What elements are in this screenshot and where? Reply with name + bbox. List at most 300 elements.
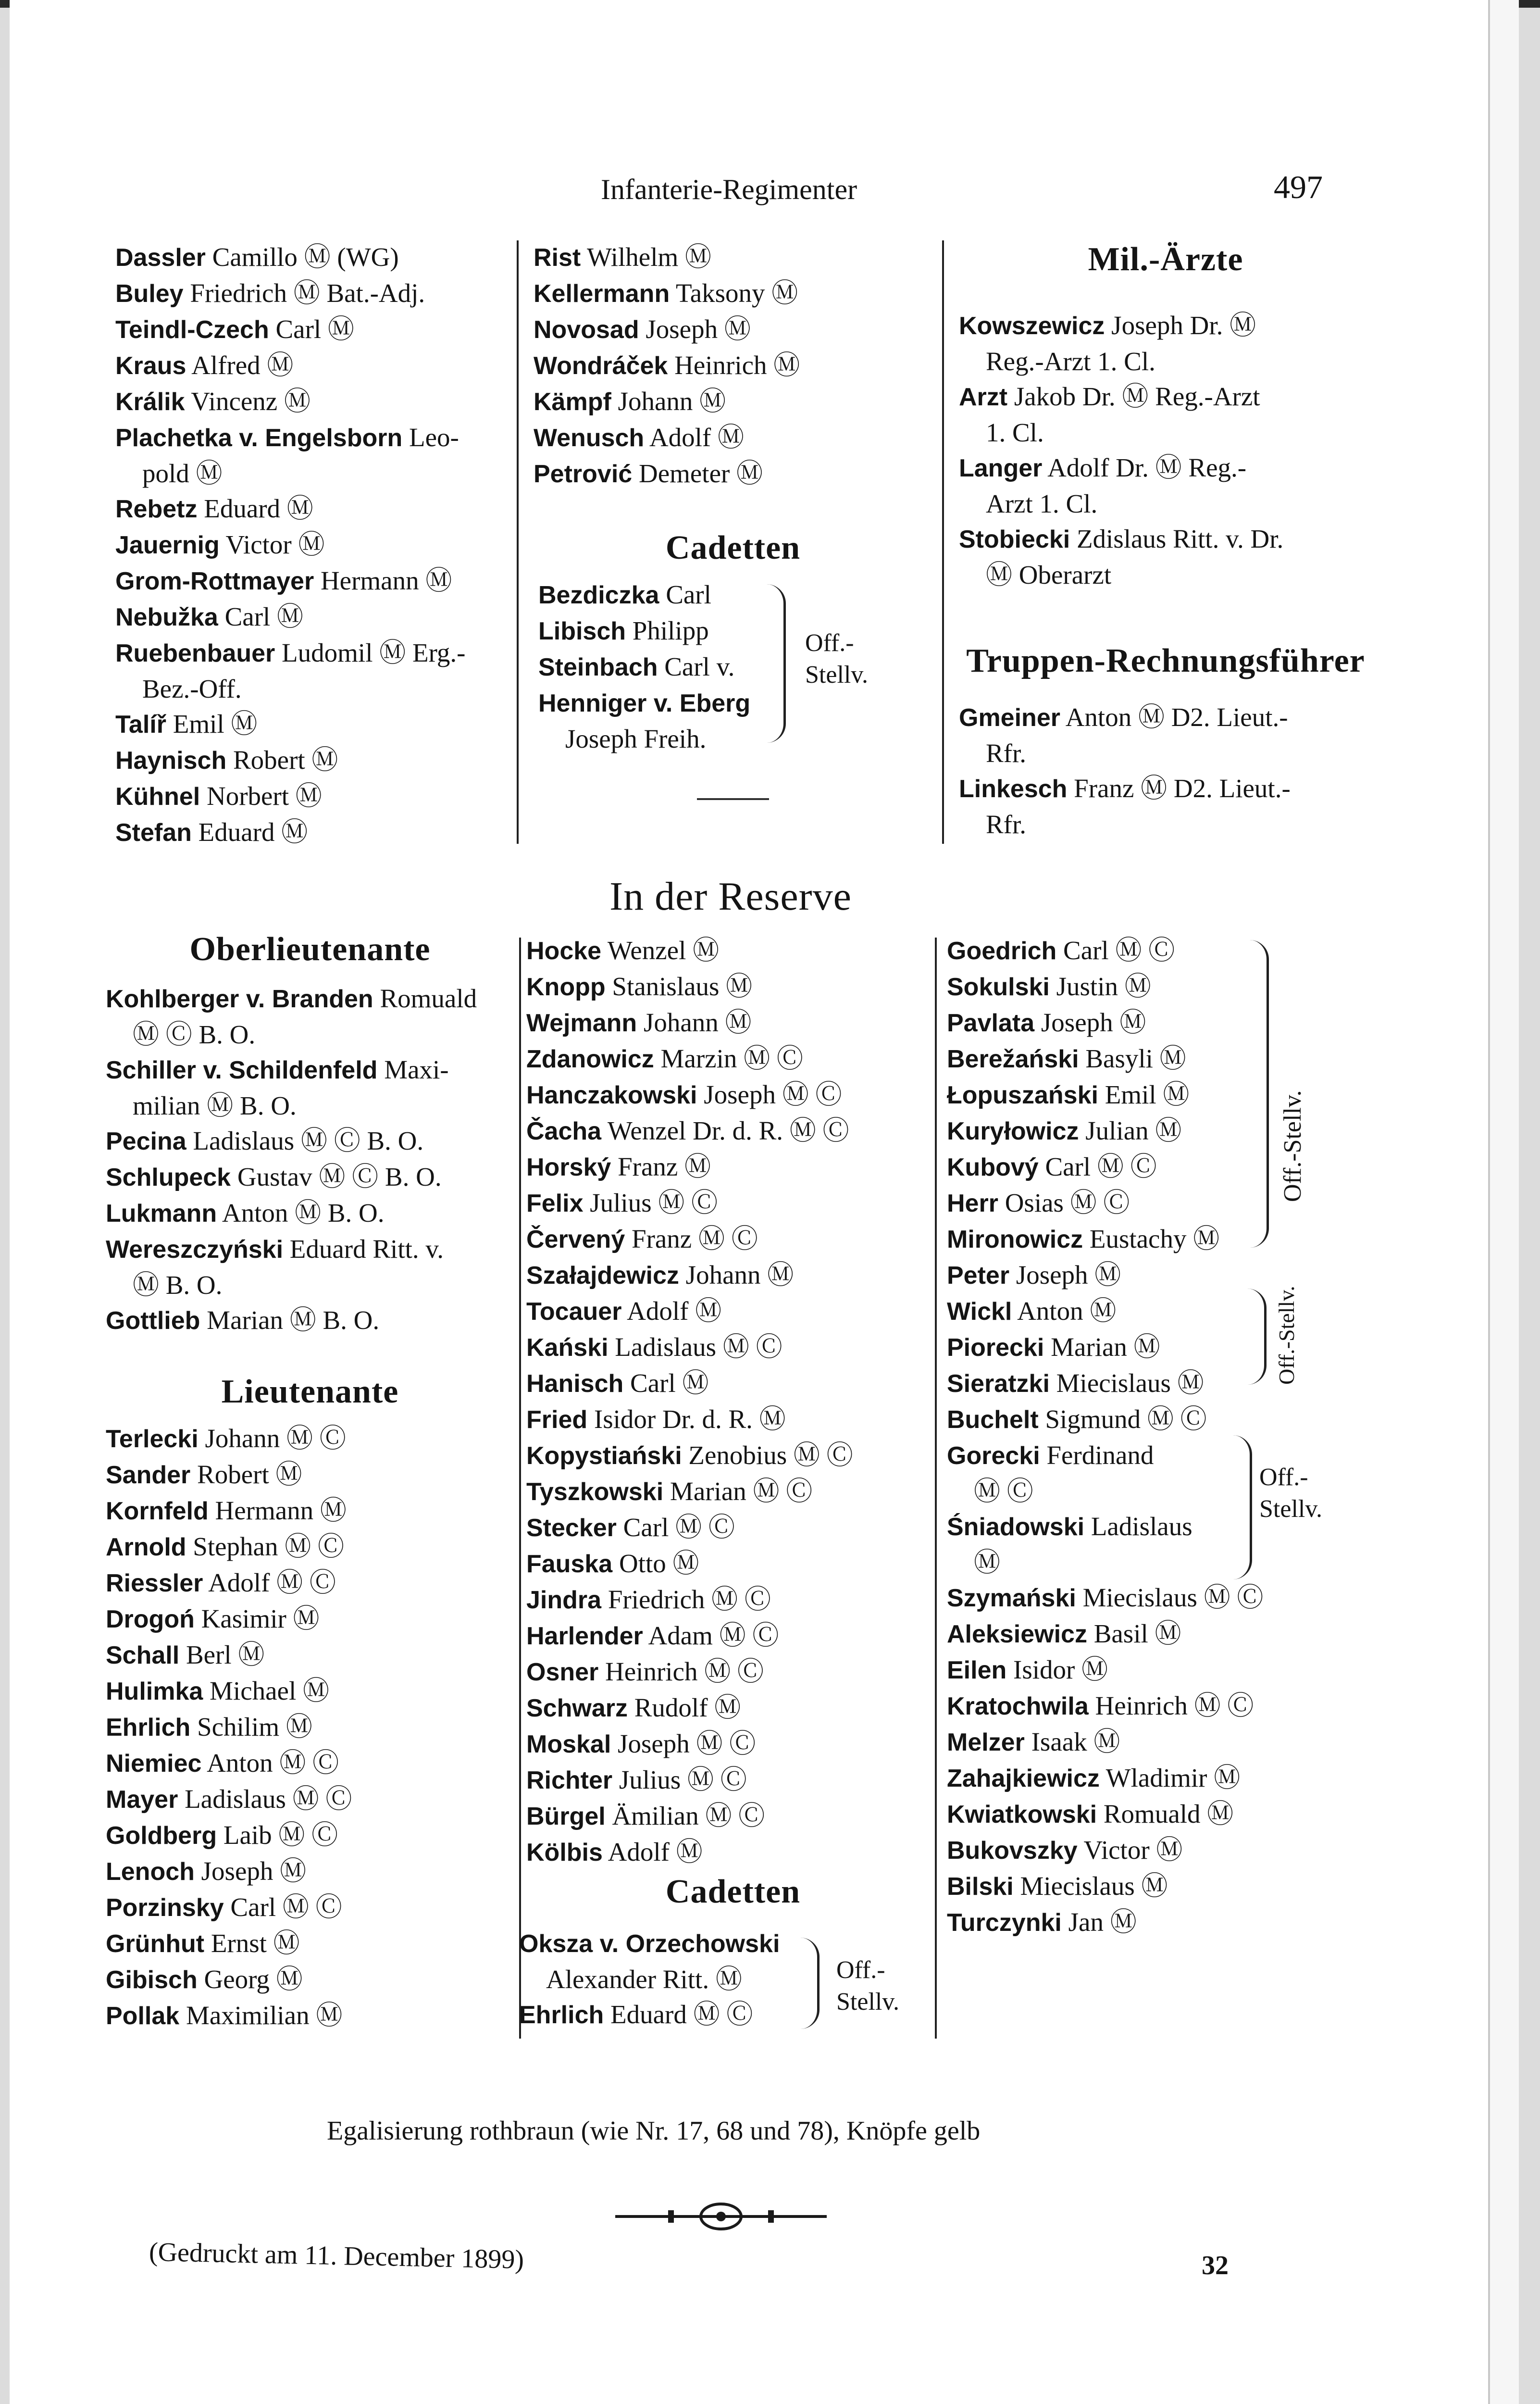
list-entry <box>115 706 509 742</box>
entry-detail: Ⓜ <box>974 1548 1001 1577</box>
entry-detail: Adolf Dr. Ⓜ Reg.- <box>1042 453 1247 482</box>
list-entry <box>106 1421 519 1457</box>
surname: Kuryłowicz <box>947 1117 1079 1145</box>
list-entry <box>947 1545 1322 1580</box>
surname: Tyszkowski <box>526 1478 664 1506</box>
list-entry <box>526 1438 940 1474</box>
entry-detail: Ladislaus <box>1084 1512 1192 1541</box>
surname: Sokulski <box>947 973 1050 1001</box>
entry-detail: Romuald Ⓜ <box>1097 1799 1234 1828</box>
entry-detail: Miecislaus Ⓜ Ⓒ <box>1076 1583 1264 1612</box>
entry-detail: Hermann Ⓜ <box>314 566 452 595</box>
list-entry <box>947 1402 1322 1438</box>
entry-detail: Joseph Ⓜ Ⓒ <box>611 1729 756 1758</box>
entry-detail: Maximilian Ⓜ <box>179 2001 343 2030</box>
list-entry <box>959 379 1382 415</box>
list-entry <box>526 1834 940 1870</box>
surname: Łopuszański <box>947 1081 1098 1109</box>
entry-detail: Julius Ⓜ Ⓒ <box>612 1765 747 1794</box>
list-entry <box>526 1041 940 1077</box>
entry-detail: Isidor Dr. d. R. Ⓜ <box>587 1404 786 1434</box>
list-entry <box>526 1762 940 1798</box>
entry-detail: Michael Ⓜ <box>203 1676 329 1705</box>
entry-detail: Taksony Ⓜ <box>670 278 798 308</box>
entry-detail: Franz Ⓜ <box>611 1152 711 1181</box>
surname: Sander <box>106 1461 191 1489</box>
entry-detail: Ⓜ Oberarzt <box>986 560 1112 589</box>
list-entry <box>947 1796 1322 1832</box>
list-entry <box>526 1365 940 1402</box>
list-entry <box>526 1618 940 1654</box>
off-stellv-label: Off.- Stellv. <box>1259 1464 1322 1523</box>
list-entry <box>106 1962 519 1998</box>
list-entry <box>959 415 1382 450</box>
entry-detail: Demeter Ⓜ <box>632 459 763 488</box>
surname: Buchelt <box>947 1406 1039 1434</box>
surname: Eilen <box>947 1656 1007 1684</box>
list-entry <box>106 1926 519 1962</box>
surname: Schall <box>106 1641 180 1669</box>
entry-detail: Franz Ⓜ D2. Lieut.- <box>1067 774 1291 803</box>
entry-detail: Marian Ⓜ Ⓒ <box>663 1477 813 1506</box>
entry-detail: Camillo Ⓜ (WG) <box>205 242 399 272</box>
oberlieutenante-list <box>106 981 519 1339</box>
list-entry <box>106 1195 519 1231</box>
entry-detail: Kasimir Ⓜ <box>194 1604 320 1633</box>
list-entry <box>526 1077 940 1113</box>
surname: Fried <box>526 1406 588 1434</box>
surname: Niemiec <box>106 1750 202 1778</box>
surname: Knopp <box>526 973 606 1001</box>
surname: Jauernig <box>115 531 220 559</box>
entry-detail: Heinrich Ⓜ Ⓒ <box>1088 1691 1254 1720</box>
surname: Gorecki <box>947 1442 1040 1470</box>
list-entry <box>526 1690 940 1726</box>
entry-detail: Marzin Ⓜ Ⓒ <box>654 1044 803 1073</box>
list-entry <box>106 1565 519 1601</box>
bracket <box>1238 940 1269 1248</box>
entry-detail: Johann Ⓜ <box>637 1008 752 1037</box>
list-entry <box>115 671 509 706</box>
entry-detail: Anton Ⓜ Ⓒ <box>201 1748 339 1778</box>
list-entry <box>534 384 932 420</box>
off-stellv-label: Off.- Stellv. <box>836 1956 899 2016</box>
surname: Schlupeck <box>106 1164 231 1191</box>
entry-detail: Carl v. <box>658 652 735 681</box>
entry-detail: pold Ⓜ <box>142 459 223 488</box>
list-entry <box>526 1474 940 1510</box>
entry-detail: Victor Ⓜ <box>1077 1835 1183 1865</box>
page-edge <box>1488 0 1519 2404</box>
surname: Pollak <box>106 2002 180 2030</box>
surname: Drogoń <box>106 1605 195 1633</box>
surname: Čacha <box>526 1117 602 1145</box>
list-entry <box>106 1052 519 1088</box>
column-2-list <box>534 239 932 492</box>
ornament-icon <box>615 2200 827 2233</box>
list-entry <box>947 1760 1322 1796</box>
entry-detail: Berl Ⓜ <box>179 1640 265 1669</box>
column-divider <box>519 938 521 2039</box>
entry-detail: Leo- <box>402 423 459 452</box>
entry-detail: Miecislaus Ⓜ <box>1013 1871 1168 1901</box>
surname: Wejmann <box>526 1009 637 1037</box>
list-entry <box>947 1257 1322 1293</box>
surname: Wondráček <box>534 352 668 380</box>
surname: Kraus <box>115 352 186 380</box>
surname: Hanczakowski <box>526 1081 697 1109</box>
surname: Gottlieb <box>106 1307 200 1335</box>
bracket <box>759 584 786 743</box>
list-entry <box>947 1832 1322 1868</box>
surname: Herr <box>947 1189 998 1217</box>
entry-detail: Rudolf Ⓜ <box>627 1693 741 1722</box>
surname: Oksza v. Orzechowski <box>519 1930 780 1958</box>
off-stellv-label: Off.- Stellv. <box>805 629 868 689</box>
entry-detail: Alexander Ritt. Ⓜ <box>546 1965 742 1994</box>
list-entry <box>115 275 509 312</box>
bracket <box>798 1938 820 2029</box>
surname: Stefan <box>115 819 192 847</box>
surname: Schwarz <box>526 1694 628 1722</box>
entry-detail: Carl Ⓜ Ⓒ <box>224 1892 342 1922</box>
surname: Dassler <box>115 244 206 272</box>
list-entry <box>115 456 509 491</box>
surname: Linkesch <box>959 775 1068 803</box>
entry-detail: Anton Ⓜ <box>1012 1296 1117 1326</box>
surname: Rist <box>534 244 581 272</box>
list-entry <box>538 721 798 756</box>
entry-detail: Franz Ⓜ Ⓒ <box>625 1224 758 1253</box>
entry-detail: Julius Ⓜ Ⓒ <box>583 1188 718 1217</box>
entry-detail: Marian Ⓜ <box>1044 1332 1160 1362</box>
entry-detail: 1. Cl. <box>986 418 1044 447</box>
list-entry <box>959 486 1382 521</box>
list-entry <box>106 981 519 1017</box>
list-entry <box>526 1726 940 1762</box>
list-entry <box>106 1817 519 1853</box>
surname: Kellermann <box>534 280 670 308</box>
entry-detail: Carl <box>659 580 711 609</box>
list-entry <box>534 420 932 456</box>
entry-detail: Joseph Ⓜ <box>194 1856 307 1886</box>
lieutenante-list <box>106 1421 519 2034</box>
surname: Kubový <box>947 1153 1039 1181</box>
entry-detail: Laib Ⓜ Ⓒ <box>217 1820 338 1850</box>
entry-detail: Justin Ⓜ <box>1049 972 1151 1001</box>
list-entry <box>115 599 509 635</box>
section-title: Infanterie-Regimenter <box>601 174 857 205</box>
list-entry <box>519 1926 827 1962</box>
list-entry <box>959 344 1382 379</box>
entry-detail: Schilim Ⓜ <box>190 1712 312 1741</box>
surname: Szałajdewicz <box>526 1262 679 1290</box>
surname: Gmeiner <box>959 704 1060 732</box>
surname: Goedrich <box>947 937 1057 965</box>
list-entry <box>106 1017 519 1052</box>
list-entry <box>959 521 1382 557</box>
page-number: 497 <box>1274 169 1323 205</box>
surname: Kwiatkowski <box>947 1801 1097 1828</box>
list-entry <box>106 1529 519 1565</box>
list-entry <box>115 348 509 384</box>
surname: Osner <box>526 1658 599 1686</box>
surname: Červený <box>526 1226 625 1253</box>
list-entry <box>538 577 798 613</box>
entry-detail: Zenobius Ⓜ Ⓒ <box>682 1440 853 1470</box>
entry-detail: Friedrich Ⓜ Bat.-Adj. <box>183 278 425 308</box>
surname: Pavlata <box>947 1009 1035 1037</box>
list-entry <box>947 1688 1322 1724</box>
list-entry <box>526 1654 940 1690</box>
list-entry <box>534 312 932 348</box>
oberlieutenante-title: Oberlieutenante <box>189 931 431 968</box>
entry-detail: Jan Ⓜ <box>1061 1907 1137 1937</box>
entry-detail: Carl Ⓜ <box>269 314 354 344</box>
entry-detail: Carl Ⓜ Ⓒ <box>1056 936 1175 965</box>
off-stellv-vertical-label: Off.-Stellv. <box>1274 1286 1299 1385</box>
column-1-list <box>115 239 509 851</box>
list-entry <box>106 1088 519 1123</box>
list-entry <box>106 1159 519 1195</box>
list-entry <box>959 450 1382 486</box>
surname: Pecina <box>106 1127 186 1155</box>
entry-detail: Georg Ⓜ <box>197 1965 303 1994</box>
list-entry <box>519 1997 827 2033</box>
surname: Bürgel <box>526 1803 606 1830</box>
entry-detail: Miecislaus Ⓜ <box>1049 1368 1204 1398</box>
entry-detail: Joseph Dr. Ⓜ <box>1105 311 1256 340</box>
column-divider <box>942 240 944 844</box>
entry-detail: Ämilian Ⓜ Ⓒ <box>605 1801 765 1830</box>
surname: Śniadowski <box>947 1513 1085 1541</box>
signature-mark: 32 <box>1202 2251 1229 2280</box>
surname: Teindl-Czech <box>115 316 269 344</box>
entry-detail: Friedrich Ⓜ Ⓒ <box>601 1585 771 1614</box>
entry-detail: Eustachy Ⓜ <box>1083 1224 1220 1253</box>
entry-detail: Ladislaus Ⓜ Ⓒ <box>608 1332 782 1362</box>
surname: Riessler <box>106 1569 203 1597</box>
entry-detail: Ludomil Ⓜ Erg.- <box>275 638 466 667</box>
entry-detail: Victor Ⓜ <box>219 530 325 559</box>
surname: Henniger v. Eberg <box>538 689 751 717</box>
list-entry <box>947 1616 1322 1652</box>
list-entry <box>526 1257 940 1293</box>
entry-detail: Eduard Ⓜ <box>191 817 308 847</box>
list-entry <box>526 1798 940 1834</box>
entry-detail: Stanislaus Ⓜ <box>605 972 753 1001</box>
entry-detail: milian Ⓜ B. O. <box>133 1091 297 1120</box>
surname: Kopystiański <box>526 1442 682 1470</box>
surname: Schiller v. Schildenfeld <box>106 1056 378 1084</box>
surname: Hocke <box>526 937 602 965</box>
entry-detail: Adolf Ⓜ <box>644 423 744 452</box>
separator-rule <box>697 798 769 800</box>
entry-detail: Stephan Ⓜ Ⓒ <box>186 1532 344 1561</box>
list-entry <box>959 308 1382 344</box>
surname: Arzt <box>959 383 1008 411</box>
column-divider <box>935 938 937 2039</box>
surname: Kohlberger v. Branden <box>106 985 373 1013</box>
entry-detail: Norbert Ⓜ <box>200 781 322 811</box>
entry-detail: Maxi- <box>377 1055 449 1084</box>
list-entry <box>526 1221 940 1257</box>
list-entry <box>115 312 509 348</box>
surname: Harlender <box>526 1622 643 1650</box>
document-page <box>10 0 1519 2404</box>
list-entry <box>534 275 932 312</box>
entry-detail: Rfr. <box>986 739 1027 768</box>
bracket <box>1230 1435 1252 1579</box>
list-entry <box>947 1580 1322 1616</box>
list-entry <box>534 456 932 492</box>
entry-detail: Robert Ⓜ <box>226 745 338 775</box>
entry-detail: Osias Ⓜ Ⓒ <box>998 1188 1130 1217</box>
surname: Goldberg <box>106 1822 217 1850</box>
surname: Ehrlich <box>106 1714 191 1741</box>
entry-detail: Vincenz Ⓜ <box>185 387 310 416</box>
list-entry <box>959 557 1382 592</box>
list-entry <box>526 1329 940 1365</box>
surname: Kühnel <box>115 783 200 811</box>
surname: Langer <box>959 454 1043 482</box>
entry-detail: Ernst Ⓜ <box>204 1928 300 1958</box>
off-stellv-vertical-label: Off.-Stellv. <box>1279 1090 1306 1202</box>
truppen-title: Truppen-Rechnungsführer <box>966 642 1365 679</box>
entry-detail: Jakob Dr. Ⓜ Reg.-Arzt <box>1007 382 1260 411</box>
surname: Bezdiczka <box>538 581 659 609</box>
entry-detail: Johann Ⓜ Ⓒ <box>198 1424 346 1453</box>
entry-detail: Philipp <box>626 616 709 645</box>
bracket <box>1240 1289 1267 1385</box>
truppen-list <box>959 700 1382 842</box>
list-entry <box>959 736 1382 771</box>
surname: Mayer <box>106 1786 178 1814</box>
surname: Lenoch <box>106 1858 195 1886</box>
entry-detail: Ⓜ Ⓒ B. O. <box>133 1020 256 1049</box>
list-entry <box>526 1546 940 1582</box>
surname: Jindra <box>526 1586 602 1614</box>
entry-detail: Heinrich Ⓜ Ⓒ <box>598 1657 764 1686</box>
entry-detail: Wenzel Ⓜ <box>601 936 720 965</box>
entry-detail: Johann Ⓜ <box>679 1260 794 1290</box>
list-entry <box>526 1293 940 1329</box>
surname: Berežański <box>947 1045 1079 1073</box>
surname: Novosad <box>534 316 639 344</box>
entry-detail: Sigmund Ⓜ Ⓒ <box>1038 1404 1207 1434</box>
list-entry <box>106 1781 519 1817</box>
list-entry <box>106 1709 519 1745</box>
cadetten-title-1: Cadetten <box>665 529 801 566</box>
list-entry <box>538 613 798 649</box>
list-entry <box>526 1510 940 1546</box>
list-entry <box>115 778 509 814</box>
surname: Horský <box>526 1153 611 1181</box>
surname: Bukovszky <box>947 1837 1078 1865</box>
entry-detail: Adam Ⓜ Ⓒ <box>643 1621 779 1650</box>
list-entry <box>947 1904 1322 1941</box>
reserve-title: In der Reserve <box>609 874 852 919</box>
entry-detail: Joseph Ⓜ <box>1009 1260 1121 1290</box>
surname: Kowszewicz <box>959 312 1105 340</box>
list-entry <box>106 1890 519 1926</box>
printed-date: (Gedruckt am 11. December 1899) <box>149 2237 524 2275</box>
entry-detail: Eduard Ⓜ <box>197 494 313 523</box>
entry-detail: Emil Ⓜ <box>1098 1080 1190 1109</box>
entry-detail: Carl Ⓜ Ⓒ <box>1038 1152 1157 1181</box>
entry-detail: Gustav Ⓜ Ⓒ B. O. <box>231 1162 442 1191</box>
surname: Talíř <box>115 711 166 739</box>
list-entry <box>115 384 509 420</box>
surname: Ruebenbauer <box>115 639 275 667</box>
list-entry <box>106 1853 519 1890</box>
list-entry <box>526 1582 940 1618</box>
entry-detail: Anton Ⓜ D2. Lieut.- <box>1060 702 1288 732</box>
surname: Szymański <box>947 1584 1076 1612</box>
list-entry <box>106 1302 519 1339</box>
list-entry <box>106 1601 519 1637</box>
surname: Hulimka <box>106 1678 203 1705</box>
list-entry <box>106 1745 519 1781</box>
surname: Wickl <box>947 1298 1012 1326</box>
entry-detail: Emil Ⓜ <box>166 709 258 739</box>
entry-detail: Ⓜ B. O. <box>133 1270 223 1300</box>
list-entry <box>526 933 940 969</box>
surname: Wereszczyński <box>106 1236 284 1264</box>
entry-detail: Adolf Ⓜ <box>602 1837 703 1866</box>
entry-detail: Joseph Ⓜ Ⓒ <box>697 1080 842 1109</box>
list-entry <box>106 1231 519 1267</box>
surname: Turczynki <box>947 1909 1062 1937</box>
entry-detail: Joseph Ⓜ <box>1034 1008 1146 1037</box>
surname: Stobiecki <box>959 526 1070 553</box>
surname: Fauska <box>526 1550 613 1578</box>
list-entry <box>947 1652 1322 1688</box>
surname: Grom-Rottmayer <box>115 567 314 595</box>
entry-detail: Eduard Ⓜ Ⓒ <box>604 2000 753 2029</box>
list-entry <box>115 527 509 563</box>
list-entry <box>106 1267 519 1302</box>
list-entry <box>106 1637 519 1673</box>
entry-detail: Alfred Ⓜ <box>186 351 294 380</box>
entry-detail: Ladislaus Ⓜ Ⓒ <box>178 1784 352 1814</box>
surname: Zahajkiewicz <box>947 1765 1100 1792</box>
surname: Porzinsky <box>106 1894 224 1922</box>
lieutenante-title: Lieutenante <box>221 1373 399 1410</box>
entry-detail: Isidor Ⓜ <box>1006 1655 1108 1684</box>
entry-detail: Johann Ⓜ <box>611 387 726 416</box>
list-entry <box>115 742 509 778</box>
entry-detail: Wladimir Ⓜ <box>1099 1763 1241 1792</box>
surname: Kański <box>526 1334 609 1362</box>
entry-detail: Joseph Ⓜ <box>639 314 751 344</box>
reserve-column-2-list <box>526 933 940 1870</box>
entry-detail: Wilhelm Ⓜ <box>581 242 712 272</box>
entry-detail: Arzt 1. Cl. <box>986 489 1098 518</box>
mil-aerzte-list <box>959 308 1382 592</box>
surname: Gibisch <box>106 1966 198 1994</box>
surname: Piorecki <box>947 1334 1044 1362</box>
cadetten-list-1 <box>538 577 798 756</box>
surname: Petrović <box>534 460 633 488</box>
surname: Sieratzki <box>947 1370 1050 1398</box>
list-entry <box>106 1457 519 1493</box>
entry-detail: Isaak Ⓜ <box>1024 1727 1120 1756</box>
entry-detail: Anton Ⓜ B. O. <box>217 1198 385 1227</box>
list-entry <box>526 1113 940 1149</box>
entry-detail: Adolf Ⓜ <box>621 1296 722 1326</box>
surname: Libisch <box>538 617 626 645</box>
